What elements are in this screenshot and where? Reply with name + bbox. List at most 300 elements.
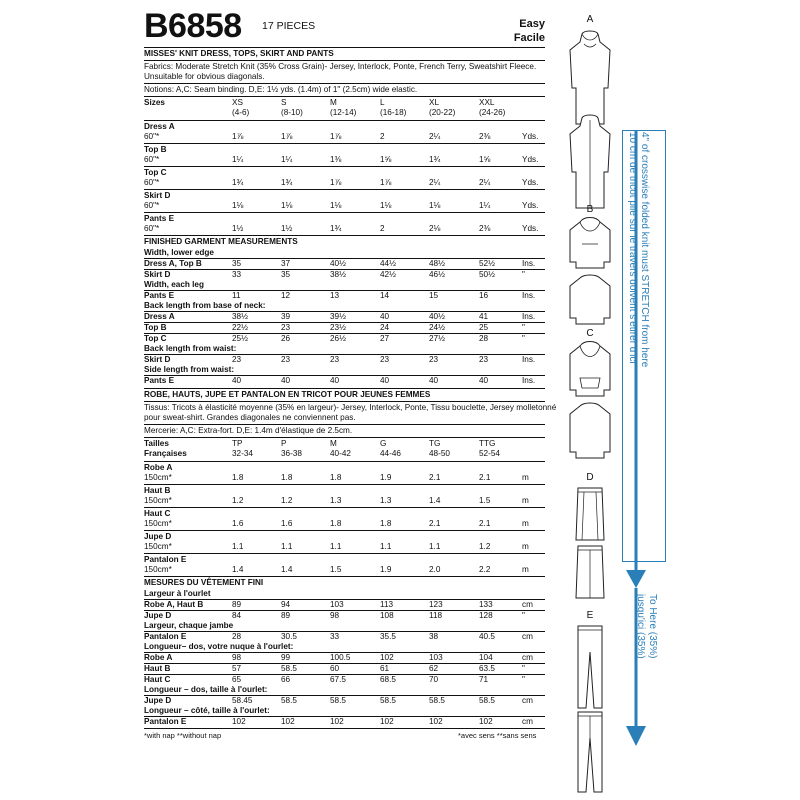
row-label: Skirt D	[144, 355, 171, 364]
cell-value: 16	[479, 291, 489, 300]
cell-value: 33	[232, 270, 242, 279]
dress-a-back-sketch	[566, 112, 614, 212]
row-label: Top B	[144, 145, 167, 154]
row-label: Robe A	[144, 463, 173, 472]
divider-rule	[144, 401, 545, 402]
measurement-row	[144, 323, 545, 333]
cell-value: 58.45	[232, 696, 253, 705]
cell-value: 1.2	[479, 542, 491, 551]
cell-value: 23½	[330, 323, 346, 332]
row-label: Robe A	[144, 653, 173, 662]
cell-value: 2⅛	[429, 224, 441, 233]
cell-value: 61	[380, 664, 390, 673]
divider-rule	[144, 166, 545, 167]
cell-value: 12	[281, 291, 291, 300]
measurement-group-label	[144, 706, 545, 716]
measurement-group-label	[144, 685, 545, 695]
row-label: Pants E	[144, 291, 175, 300]
garment-letter-c: C	[586, 328, 594, 339]
english-notions: Notions: A,C: Seam binding. D,E: 1½ yds. (1.4m) of 1" (2.5cm) wide elastic.	[144, 85, 418, 94]
cell-value: 38½	[232, 312, 248, 321]
top-c-front-sketch	[566, 340, 614, 400]
cell-value: 23	[330, 355, 340, 364]
cell-value: 1.1	[429, 542, 441, 551]
cell-value: 1.9	[380, 565, 392, 574]
unit-label: m	[522, 496, 529, 505]
cell-value: 52½	[479, 259, 495, 268]
cell-value: 32-34	[232, 449, 253, 458]
unit-label: "	[522, 270, 525, 279]
cell-value: 40	[479, 376, 489, 385]
row-label: Skirt D	[144, 191, 171, 200]
cell-value: 2.0	[429, 565, 441, 574]
cell-value: 1.8	[380, 519, 392, 528]
cell-value: 2	[380, 224, 385, 233]
unit-label: cm	[522, 653, 533, 662]
top-b-back-sketch	[566, 272, 614, 328]
cell-value: 24½	[429, 323, 445, 332]
unit-label: Ins.	[522, 312, 536, 321]
cell-value: 1⅛	[429, 201, 441, 210]
cell-value: (16-18)	[380, 108, 407, 117]
cell-value: 1⅜	[330, 155, 342, 164]
row-label: Top C	[144, 168, 167, 177]
cell-value: (12-14)	[330, 108, 357, 117]
yardage-name-row	[144, 486, 545, 496]
row-label: Largeur, chaque jambe	[144, 621, 234, 630]
cell-value: 1¼	[281, 155, 293, 164]
cell-value: 27½	[429, 334, 445, 343]
cell-value: 104	[479, 653, 493, 662]
french-finished-title: MESURES DU VÊTEMENT FINI	[144, 578, 264, 587]
top-c-back-sketch	[566, 400, 614, 462]
cell-value: 2⅜	[479, 132, 491, 141]
cell-value: 40	[281, 376, 291, 385]
cell-value: 58.5	[281, 664, 297, 673]
cell-value: 58.5	[429, 696, 445, 705]
footnote-fr: *avec sens **sans sens	[458, 731, 537, 740]
cell-value: 98	[232, 653, 242, 662]
cell-value: 1⅛	[281, 201, 293, 210]
pieces-count: 17 PIECES	[262, 20, 316, 32]
row-label: Back length from base of neck:	[144, 301, 266, 310]
cell-value: 40½	[330, 259, 346, 268]
cell-value: 48½	[429, 259, 445, 268]
row-label: Pants E	[144, 376, 175, 385]
row-label: 150cm*	[144, 473, 172, 482]
cell-value: 26	[281, 334, 291, 343]
english-fabrics-line-1: Fabrics: Moderate Stretch Knit (35% Cross Grain)- Jersey, Interlock, Ponte, French Terry, Sweatshirt Fleece.	[144, 62, 537, 71]
yardage-row	[144, 473, 545, 483]
row-label: Side length from waist:	[144, 365, 235, 374]
yardage-row	[144, 178, 545, 188]
cell-value: 50½	[479, 270, 495, 279]
row-label: 150cm*	[144, 542, 172, 551]
cell-value: 1⅞	[281, 132, 293, 141]
divider-rule	[144, 728, 545, 729]
cell-value: XL	[429, 98, 440, 107]
cell-value: 40.5	[479, 632, 495, 641]
cell-value: 23	[479, 355, 489, 364]
cell-value: 103	[330, 600, 344, 609]
cell-value: 58.5	[281, 696, 297, 705]
cell-value: 1.4	[281, 565, 293, 574]
cell-value: S	[281, 98, 287, 107]
divider-rule	[144, 530, 545, 531]
cell-value: 68.5	[380, 675, 396, 684]
yardage-row	[144, 132, 545, 142]
cell-value: 2.1	[429, 519, 441, 528]
cell-value: 1.6	[232, 519, 244, 528]
skirt-d-back-sketch	[570, 542, 610, 602]
cell-value: 1⅛	[330, 201, 342, 210]
row-label: Haut C	[144, 675, 171, 684]
cell-value: 1⅞	[380, 178, 392, 187]
unit-label: m	[522, 473, 529, 482]
cell-value: 25	[479, 323, 489, 332]
row-label: 60"*	[144, 178, 160, 187]
yardage-row	[144, 542, 545, 552]
cell-value: 1.2	[232, 496, 244, 505]
cell-value: 35	[281, 270, 291, 279]
row-label: 60"*	[144, 224, 160, 233]
cell-value: 41	[479, 312, 489, 321]
divider-rule	[144, 47, 545, 48]
cell-value: (4-6)	[232, 108, 250, 117]
unit-label: "	[522, 334, 525, 343]
cell-value: 67.5	[330, 675, 346, 684]
row-label: 60"*	[144, 132, 160, 141]
measurement-row	[144, 270, 545, 280]
row-label: Back length from waist:	[144, 344, 237, 353]
unit-label: Yds.	[522, 201, 539, 210]
cell-value: 40	[232, 376, 242, 385]
cell-value: 1.8	[330, 519, 342, 528]
divider-rule	[144, 143, 545, 144]
cell-value: 14	[380, 291, 390, 300]
row-label: Dress A	[144, 312, 175, 321]
measurement-row	[144, 632, 545, 642]
cell-value: 102	[479, 717, 493, 726]
cell-value: 22½	[232, 323, 248, 332]
cell-value: 35.5	[380, 632, 396, 641]
cell-value: 98	[330, 611, 340, 620]
cell-value: 63.5	[479, 664, 495, 673]
unit-label: "	[522, 611, 525, 620]
cell-value: 58.5	[479, 696, 495, 705]
english-fabrics-line-2: Unsuitable for obvious diagonals.	[144, 72, 265, 81]
cell-value: 102	[429, 717, 443, 726]
unit-label: Yds.	[522, 178, 539, 187]
cell-value: 48-50	[429, 449, 450, 458]
cell-value: 65	[232, 675, 242, 684]
french-fabrics-line-2: pour sweat-shirt. Grandes diagonales ne conviennent pas.	[144, 413, 356, 422]
yardage-row	[144, 496, 545, 506]
unit-label: "	[522, 675, 525, 684]
row-label: Pants E	[144, 214, 175, 223]
row-label: Longueur – côté, taille à l'ourlet:	[144, 706, 270, 715]
unit-label: m	[522, 542, 529, 551]
cell-value: 102	[380, 717, 394, 726]
cell-value: 35	[232, 259, 242, 268]
measurement-row	[144, 355, 545, 365]
cell-value: 11	[232, 291, 241, 300]
english-title: MISSES' KNIT DRESS, TOPS, SKIRT AND PANTS	[144, 49, 334, 58]
measurement-row	[144, 653, 545, 663]
cell-value: 102	[232, 717, 246, 726]
measurement-row	[144, 291, 545, 301]
divider-rule	[144, 484, 545, 485]
cell-value: 28	[232, 632, 242, 641]
cell-value: 36-38	[281, 449, 302, 458]
cell-value: XXL	[479, 98, 495, 107]
cell-value: 94	[281, 600, 291, 609]
garment-letter-a: A	[586, 14, 594, 25]
row-label: Françaises	[144, 449, 187, 458]
unit-label: Ins.	[522, 355, 536, 364]
cell-value: 118	[429, 611, 443, 620]
yardage-name-row	[144, 463, 545, 473]
cell-value: 39	[281, 312, 291, 321]
cell-value: 23	[281, 355, 291, 364]
measurement-row	[144, 259, 545, 269]
pattern-number: B6858	[144, 7, 242, 45]
stretch-to-en: To Here (35%)	[647, 594, 658, 659]
cell-value: 1.1	[380, 542, 392, 551]
cell-value: 102	[281, 717, 295, 726]
cell-value: L	[380, 98, 385, 107]
cell-value: 1.4	[232, 565, 244, 574]
measurement-row	[144, 376, 545, 386]
row-label: Jupe D	[144, 696, 172, 705]
row-label: Skirt D	[144, 270, 171, 279]
cell-value: 1⅛	[232, 201, 244, 210]
divider-rule	[144, 576, 545, 577]
unit-label: Yds.	[522, 224, 539, 233]
cell-value: 1.5	[479, 496, 491, 505]
cell-value: 58.5	[330, 696, 346, 705]
unit-label: cm	[522, 600, 533, 609]
yardage-name-row	[144, 122, 545, 132]
row-label: Longueur– dos, votre nuque à l'ourlet:	[144, 642, 294, 651]
yardage-name-row	[144, 532, 545, 542]
measurement-row	[144, 600, 545, 610]
row-label: Dress A, Top B	[144, 259, 202, 268]
cell-value: 13	[330, 291, 340, 300]
cell-value: 44-46	[380, 449, 401, 458]
cell-value: TP	[232, 439, 243, 448]
cell-value: 44½	[380, 259, 396, 268]
unit-label: Yds.	[522, 132, 539, 141]
french-fabrics-line-1: Tissus: Tricots à élasticité moyenne (35% en largeur)- Jersey, Interlock, Ponte, Tissu bouclette, Jersey molletonné	[144, 403, 557, 412]
cell-value: 128	[479, 611, 493, 620]
cell-value: 2¼	[429, 132, 441, 141]
cell-value: 62	[429, 664, 439, 673]
cell-value: 1¾	[429, 155, 441, 164]
difficulty-fr: Facile	[513, 32, 545, 44]
cell-value: 57	[232, 664, 242, 673]
cell-value: 103	[429, 653, 443, 662]
size-header-row	[144, 98, 545, 108]
skirt-d-front-sketch	[570, 484, 610, 544]
row-label: Top C	[144, 334, 167, 343]
cell-value: 27	[380, 334, 390, 343]
cell-value: 1.8	[281, 473, 293, 482]
row-label: Top B	[144, 323, 167, 332]
unit-label: Ins.	[522, 376, 536, 385]
cell-value: M	[330, 98, 337, 107]
cell-value: 2.1	[479, 473, 491, 482]
cell-value: 100.5	[330, 653, 351, 662]
cell-value: 1⅝	[380, 155, 392, 164]
measurement-row	[144, 675, 545, 685]
unit-label: cm	[522, 696, 533, 705]
size-header-row	[144, 439, 545, 449]
row-label: 60"*	[144, 155, 160, 164]
cell-value: 30.5	[281, 632, 297, 641]
row-label: Jupe D	[144, 611, 172, 620]
measurement-group-label	[144, 642, 545, 652]
cell-value: 99	[281, 653, 291, 662]
unit-label: cm	[522, 632, 533, 641]
cell-value: 71	[479, 675, 489, 684]
cell-value: 1⅞	[330, 132, 342, 141]
divider-rule	[144, 212, 545, 213]
cell-value: 52-54	[479, 449, 500, 458]
cell-value: 1½	[232, 224, 244, 233]
measurement-row	[144, 611, 545, 621]
cell-value: 1.2	[281, 496, 293, 505]
cell-value: XS	[232, 98, 243, 107]
yardage-row	[144, 224, 545, 234]
cell-value: TTG	[479, 439, 496, 448]
yardage-row	[144, 519, 545, 529]
cell-value: 40½	[429, 312, 445, 321]
divider-rule	[144, 83, 545, 84]
divider-rule	[144, 96, 545, 97]
row-label: Width, each leg	[144, 280, 204, 289]
unit-label: m	[522, 519, 529, 528]
unit-label: cm	[522, 717, 533, 726]
cell-value: 66	[281, 675, 291, 684]
unit-label: Ins.	[522, 259, 536, 268]
cell-value: 1½	[281, 224, 293, 233]
cell-value: 24	[380, 323, 390, 332]
cell-value: (24-26)	[479, 108, 506, 117]
yardage-name-row	[144, 509, 545, 519]
divider-rule	[144, 424, 545, 425]
unit-label: Ins.	[522, 291, 536, 300]
row-label: Pantalon E	[144, 555, 187, 564]
garment-letter-e: E	[586, 610, 594, 621]
row-label: Longueur – dos, taille à l'ourlet:	[144, 685, 268, 694]
cell-value: 42½	[380, 270, 396, 279]
cell-value: 40	[429, 376, 439, 385]
cell-value: 39½	[330, 312, 346, 321]
yardage-name-row	[144, 145, 545, 155]
cell-value: 46½	[429, 270, 445, 279]
cell-value: 2	[380, 132, 385, 141]
cell-value: 1¾	[281, 178, 293, 187]
cell-value: 133	[479, 600, 493, 609]
cell-value: 1¼	[232, 155, 244, 164]
cell-value: 1¾	[232, 178, 244, 187]
cell-value: 1.4	[429, 496, 441, 505]
divider-rule	[144, 235, 545, 236]
measurement-row	[144, 334, 545, 344]
cell-value: 1.1	[330, 542, 342, 551]
cell-value: 1.1	[232, 542, 244, 551]
divider-rule	[144, 120, 545, 121]
divider-rule	[144, 461, 545, 462]
cell-value: 38½	[330, 270, 346, 279]
cell-value: 25½	[232, 334, 248, 343]
cell-value: (20-22)	[429, 108, 456, 117]
cell-value: 89	[232, 600, 242, 609]
cell-value: 1⅛	[380, 201, 392, 210]
cell-value: 1.6	[281, 519, 293, 528]
size-range-row	[144, 449, 545, 459]
divider-rule	[144, 507, 545, 508]
cell-value: 40	[330, 376, 340, 385]
french-notions: Mercerie: A,C: Extra-fort. D,E: 1.4m d'élastique de 2.5cm.	[144, 426, 353, 435]
cell-value: 1.8	[232, 473, 244, 482]
cell-value: 1.3	[380, 496, 392, 505]
cell-value: 1.3	[330, 496, 342, 505]
cell-value: 2¼	[429, 178, 441, 187]
cell-value: 108	[380, 611, 394, 620]
row-label: Haut B	[144, 486, 171, 495]
yardage-name-row	[144, 214, 545, 224]
row-label: Robe A, Haut B	[144, 600, 204, 609]
stretch-from-en: 4" of crosswise folded knit must STRETCH from here	[639, 132, 650, 368]
cell-value: 113	[380, 600, 394, 609]
cell-value: 1⅞	[232, 132, 244, 141]
stretch-to-fr: jusqu'ici (35%)	[635, 594, 646, 659]
cell-value: 60	[330, 664, 340, 673]
footnote-en: *with nap **without nap	[144, 731, 222, 740]
cell-value: 1.9	[380, 473, 392, 482]
cell-value: 70	[429, 675, 439, 684]
yardage-row	[144, 155, 545, 165]
cell-value: 1⅞	[330, 178, 342, 187]
cell-value: 1.8	[330, 473, 342, 482]
cell-value: 2.1	[429, 473, 441, 482]
cell-value: 40-42	[330, 449, 351, 458]
row-label: Largeur à l'ourlet	[144, 589, 211, 598]
cell-value: 2.2	[479, 565, 491, 574]
stretch-from-fr: 10 cm de tricot plié sur le travers doivent s'étirer d'ici	[627, 132, 638, 364]
cell-value: M	[330, 439, 337, 448]
difficulty-en: Easy	[519, 18, 545, 30]
cell-value: 38	[429, 632, 439, 641]
measurement-group-label	[144, 365, 545, 375]
row-label: Pantalon E	[144, 632, 187, 641]
cell-value: 40	[380, 312, 390, 321]
cell-value: 40	[380, 376, 390, 385]
divider-rule	[144, 60, 545, 61]
row-label: Pantalon E	[144, 717, 187, 726]
cell-value: G	[380, 439, 387, 448]
cell-value: 89	[281, 611, 291, 620]
cell-value: (8-10)	[281, 108, 303, 117]
cell-value: 2⅜	[479, 224, 491, 233]
cell-value: 102	[380, 653, 394, 662]
cell-value: 1.1	[281, 542, 293, 551]
cell-value: 1.5	[330, 565, 342, 574]
measurement-row	[144, 664, 545, 674]
cell-value: 23	[380, 355, 390, 364]
